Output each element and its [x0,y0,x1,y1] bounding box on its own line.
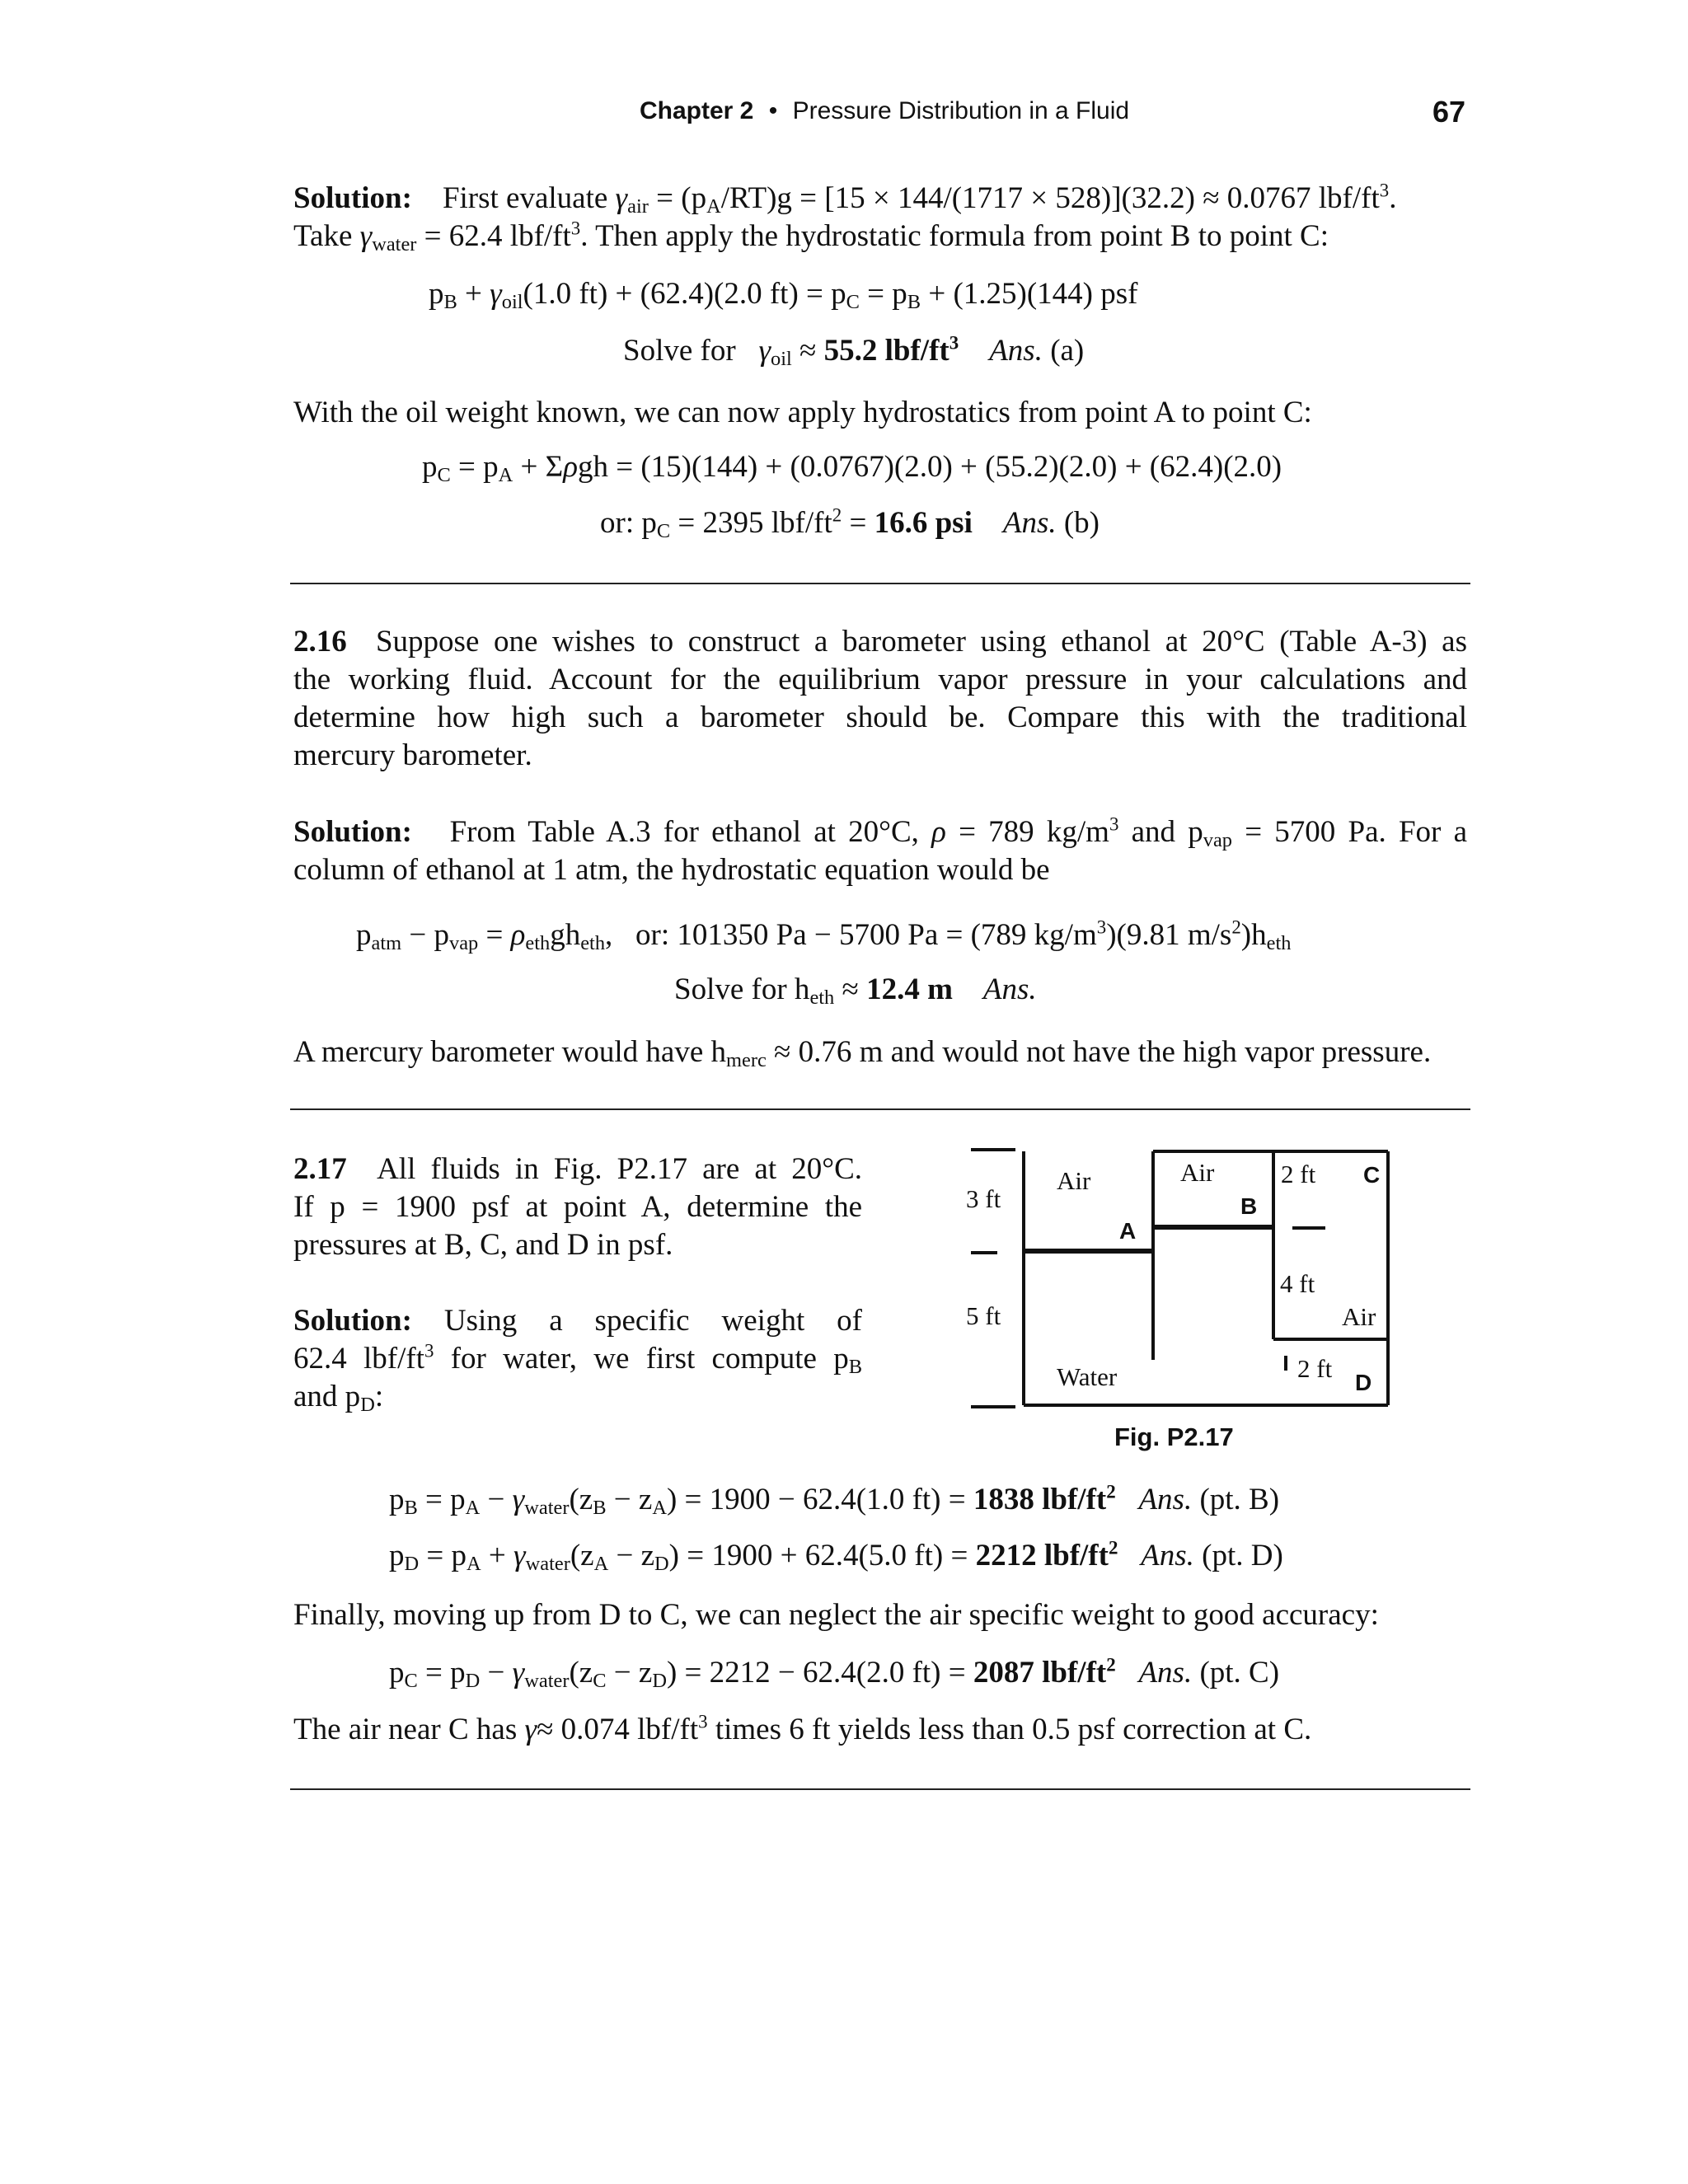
point-b-label: B [1240,1193,1258,1219]
solution-2-17-line-3: and $p_D$: [293,1380,384,1417]
problem-2-17-line-3: pressures at B, C, and D in psf. [293,1228,673,1262]
equation-pc-result: or: $p_C = 2395$ lbf/$ft^2 = 16.6$ psi Ans. (b) [600,504,1100,543]
header-bullet: • [768,97,778,124]
solution-line-2: Take $\gamma_{water} = 62.4$ lbf/$ft^3$. Then apply the hydrostatic formula from point B to point C: [293,218,1329,256]
solution-2-17-line-1: Solution: Using a specific weight of [293,1304,862,1338]
figure-p2-17 [964,1141,1401,1455]
problem-2-16-line-4: mercury barometer. [293,738,532,772]
problem-2-16-line-3: determine how high such a barometer should be. Compare this with the traditional [293,701,1467,734]
text-oil-known: With the oil weight known, we can now apply hydrostatics from point A to point C: [293,396,1312,429]
water-label: Water [1057,1362,1118,1391]
problem-2-16-line-1: 2.16 Suppose one wishes to construct a barometer using ethanol at 20°C (Table A-3) as [293,625,1467,658]
page-number: 67 [1432,95,1466,129]
dim-4ft-label: 4 ft [1280,1269,1315,1298]
equation-solve-oil: Solve for $\gamma_{oil} \approx 55.2$ lbf/$ft^3$ Ans. (a) [623,332,1085,371]
solution-2-16-line-1: Solution: From Table A.3 for ethanol at 20°C, ρ = 789 $kg/m^3$ and $p_{vap} = 5700$ Pa. For a [293,813,1467,852]
solution-2-17-line-2: 62.4 lbf/$ft^3$ for water, we first compute $p_B$ [293,1340,863,1379]
equation-pd: $p_D = p_A + \gamma_{water}(z_A - z_D) = 1900 + 62.4(5.0$ ft) = 2212 lbf/$ft^2$ Ans. (pt. D) [389,1537,1283,1576]
point-d-label: D [1355,1370,1372,1395]
equation-solve-heth: Solve for $h_{eth} \approx 12.4$ m Ans. [674,972,1037,1010]
air-correction-text: The air near C has γ≈ 0.074 lbf/$ft^3$ times 6 ft yields less than 0.5 psf correction at C. [293,1711,1312,1746]
header-title: Pressure Distribution in a Fluid [792,97,1130,124]
problem-2-17-line-2: If p = 1900 psf at point A, determine the [293,1190,862,1224]
chapter-label: Chapter 2 [640,97,754,124]
final-text: Finally, moving up from D to C, we can neglect the air specific weight to good accuracy: [293,1598,1379,1632]
running-header [640,97,1129,125]
figure-caption: Fig. P2.17 [1114,1422,1234,1451]
dim-2ft-top-label: 2 ft [1281,1160,1316,1188]
solution-label: Solution: [293,815,412,849]
point-a-label: A [1119,1218,1137,1244]
divider [290,583,1470,584]
problem-2-17-line-1: 2.17 All fluids in Fig. P2.17 are at 20°C. [293,1152,862,1186]
problem-2-16-line-2: the working fluid. Account for the equilibrium vapor pressure in your calculations and [293,663,1467,696]
solution-line-1: Solution: First evaluate $\gamma_{air} = (p_A/RT)g = [15 \times 144/(1717 \times 528)](32.2) \approx 0.0767$ lbf/$ft^3$. [293,180,1397,218]
equation-pb: $p_B = p_A - \gamma_{water}(z_B - z_A) = 1900 - 62.4(1.0$ ft) = 1838 lbf/$ft^2$ Ans. (pt. B) [389,1481,1280,1520]
problem-number: 2.16 [293,625,347,658]
equation-a-to-c: $p_C = p_A + \Sigma\rho gh = (15)(144) + (0.0767)(2.0) + (55.2)(2.0) + (62.4)(2.0)$ [422,450,1282,487]
mercury-comparison: A mercury barometer would have $h_{merc} \approx 0.76$ m and would not have the high vapor pressure. [293,1035,1432,1072]
dim-2ft-bottom-label: 2 ft [1297,1354,1333,1383]
air-label-c: Air [1342,1302,1376,1331]
solution-label: Solution: [293,1304,412,1338]
problem-number: 2.17 [293,1152,347,1186]
divider [290,1108,1470,1110]
air-label-a: Air [1057,1166,1091,1195]
equation-hydrostatic-b-c: $p_B + \gamma_{oil}(1.0$ ft) + (62.4)(2.0 $ft) = p_C = p_B + (1.25)(144)$ psf [429,277,1138,314]
equation-ethanol: $p_{atm} - p_{vap} = \rho_{eth}gh_{eth}$, or: 101350 Pa − 5700 Pa = (789 $kg/m^3)(9.81$ $m/s^2)h_{eth}$ [356,916,1292,955]
dim-3ft-label: 3 ft [966,1184,1001,1213]
point-c-label: C [1363,1162,1381,1188]
equation-pc: $p_C = p_D - \gamma_{water}(z_C - z_D) = 2212 - 62.4(2.0$ ft) = 2087 lbf/$ft^2$ Ans. (pt. C) [389,1654,1280,1693]
air-label-b: Air [1180,1158,1215,1187]
solution-2-16-line-2: column of ethanol at 1 atm, the hydrostatic equation would be [293,853,1050,887]
dim-5ft-label: 5 ft [966,1301,1001,1330]
divider [290,1788,1470,1790]
solution-label: Solution: [293,181,412,215]
